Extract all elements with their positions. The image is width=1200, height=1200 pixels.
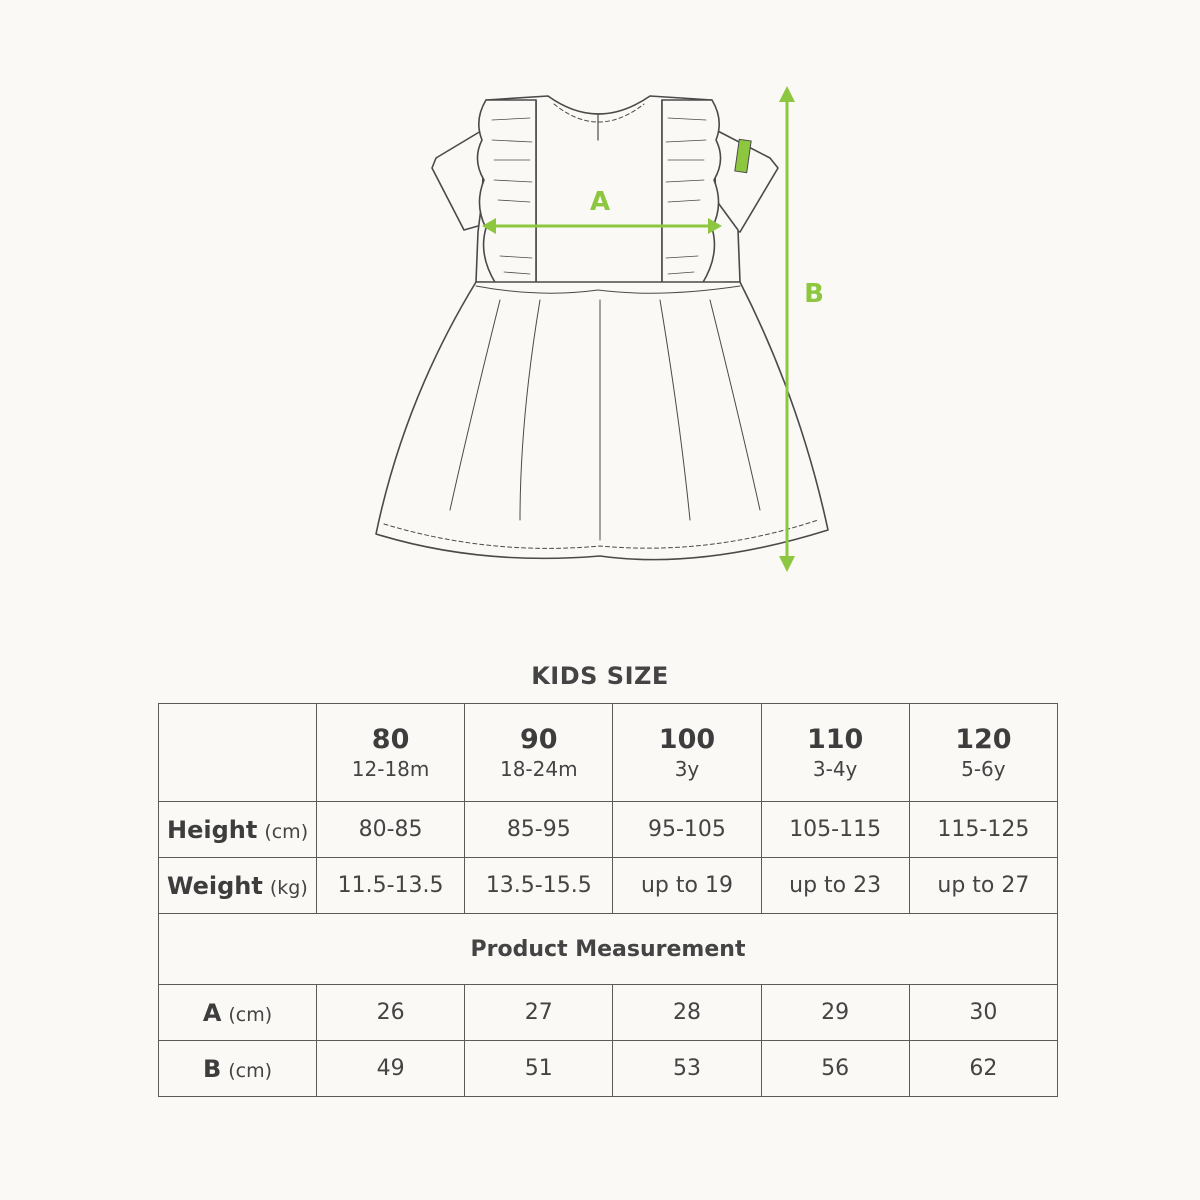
product-measurement-heading-row — [159, 914, 1058, 985]
weight-value: 11.5-13.5 — [317, 858, 465, 914]
measure-a-value: 27 — [465, 985, 613, 1041]
measure-a-label-cell: A (cm) — [159, 985, 317, 1041]
measure-a-row — [159, 985, 1058, 1041]
height-value: 80-85 — [317, 802, 465, 858]
size-header-cell: 110 3-4y — [761, 704, 909, 802]
measure-b-value: 62 — [909, 1041, 1057, 1097]
size-header-cell: 90 18-24m — [465, 704, 613, 802]
measure-b-value: 53 — [613, 1041, 761, 1097]
height-label-cell: Height (cm) — [159, 802, 317, 858]
height-value: 115-125 — [909, 802, 1057, 858]
skirt-outline — [376, 282, 828, 560]
measure-a-label: A — [589, 187, 611, 217]
measure-b-row — [159, 1041, 1058, 1097]
measure-b-label-cell: B (cm) — [159, 1041, 317, 1097]
size-header-cell: 120 5-6y — [909, 704, 1057, 802]
weight-value: 13.5-15.5 — [465, 858, 613, 914]
weight-value: up to 19 — [613, 858, 761, 914]
height-value: 105-115 — [761, 802, 909, 858]
measure-a-value: 30 — [909, 985, 1057, 1041]
height-row — [159, 802, 1058, 858]
weight-value: up to 27 — [909, 858, 1057, 914]
height-value: 95-105 — [613, 802, 761, 858]
product-measurement-heading: Product Measurement — [159, 914, 1058, 985]
measure-b-label: B — [804, 279, 824, 309]
size-header-row — [159, 704, 1058, 802]
measure-a-value: 26 — [317, 985, 465, 1041]
measure-a-value: 29 — [761, 985, 909, 1041]
size-header-cell: 80 12-18m — [317, 704, 465, 802]
measure-b-value: 49 — [317, 1041, 465, 1097]
weight-value: up to 23 — [761, 858, 909, 914]
size-chart-title: KIDS SIZE — [531, 662, 669, 690]
measure-b-value: 51 — [465, 1041, 613, 1097]
size-header-cell: 100 3y — [613, 704, 761, 802]
measure-b-value: 56 — [761, 1041, 909, 1097]
weight-label-cell: Weight (kg) — [159, 858, 317, 914]
weight-row — [159, 858, 1058, 914]
empty-corner-cell — [159, 704, 317, 802]
measure-a-value: 28 — [613, 985, 761, 1041]
height-value: 85-95 — [465, 802, 613, 858]
size-table — [158, 703, 1058, 1097]
